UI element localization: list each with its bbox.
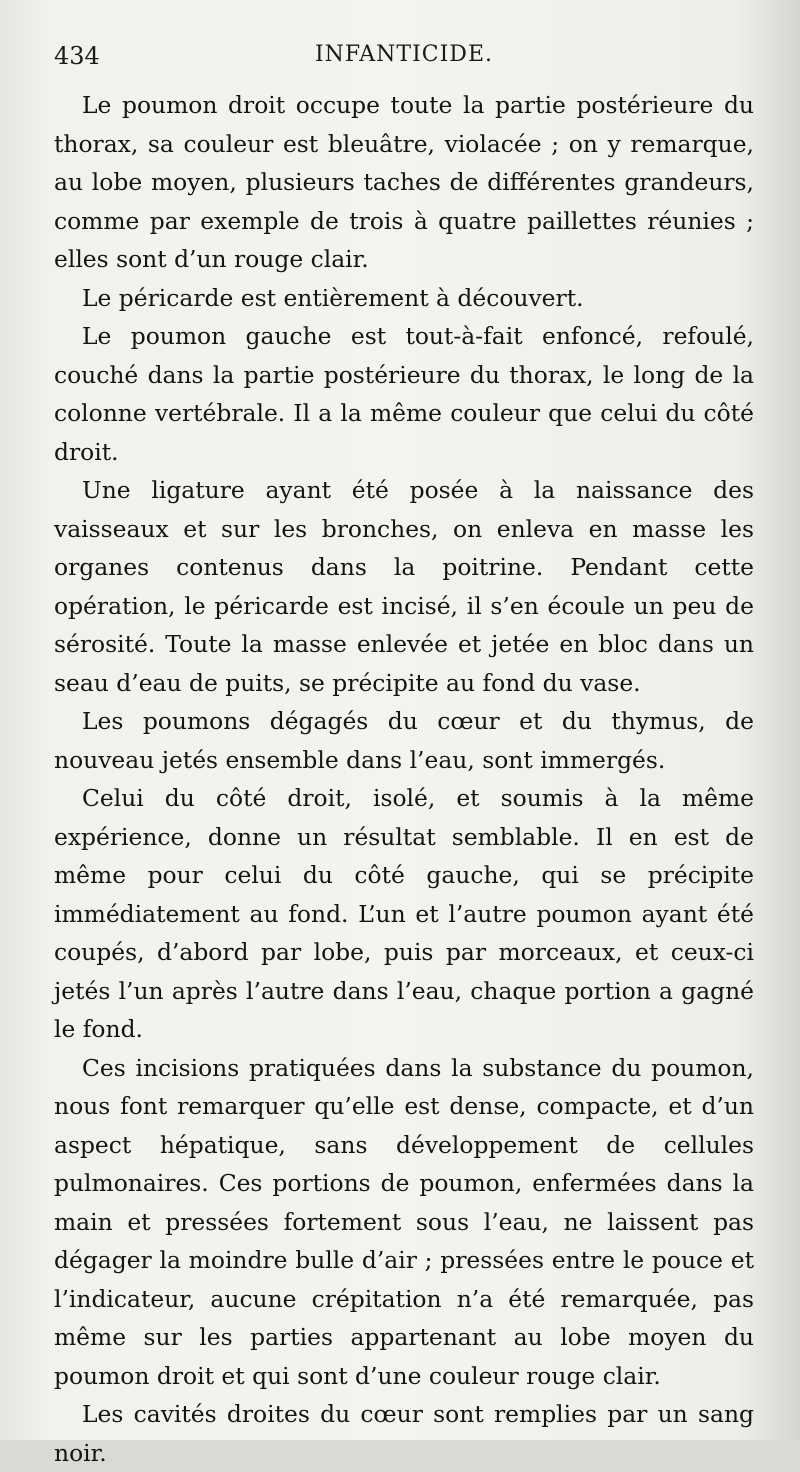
- page-number: 434: [54, 42, 100, 70]
- page-header: [54, 42, 754, 78]
- bleed-through-shadow: [440, 1402, 700, 1432]
- paragraph: Celui du côté droit, isolé, et soumis à la même expérience, donne un résultat semblable. Il en est de même pour celui du côté gauche, qui se précipite immédiatement au fond. L’un et l’autre poumon ayant été coupés, d’abord par lobe, puis par morceaux, et ceux-ci jetés l’un après l’autre dans l’eau, chaque portion a gagné le fond.: [54, 784, 754, 1043]
- paragraph: Les poumons dégagés du cœur et du thymus, de nouveau jetés ensemble dans l’eau, sont immergés.: [54, 707, 754, 774]
- paragraph: Une ligature ayant été posée à la naissance des vaisseaux et sur les bronches, on enleva en masse les organes contenus dans la poitrine. Pendant cette opération, le péricarde est incisé, il s’en écoule un peu de sérosité. Toute la masse enlevée et jetée en bloc dans un seau d’eau de puits, se précipite au fond du vase.: [54, 476, 754, 697]
- running-title: INFANTICIDE.: [314, 42, 493, 67]
- paragraph: Les cavités droites du cœur sont remplies par un sang noir.: [54, 1400, 754, 1467]
- paragraph: Le poumon gauche est tout-à-fait enfoncé, refoulé, couché dans la partie postérieure du thorax, le long de la colonne vertébrale. Il a la même couleur que celui du côté droit.: [54, 322, 754, 466]
- paragraph: Le poumon droit occupe toute la partie postérieure du thorax, sa couleur est bleuâtre, violacée ; on y remarque, au lobe moyen, plusieurs taches de différentes grandeurs, comme par exemple de trois à quatre paillettes réunies ; elles sont d’un rouge clair.: [54, 91, 754, 273]
- paragraph: Le péricarde est entièrement à découvert.: [82, 283, 584, 312]
- paragraph: Ces incisions pratiquées dans la substance du poumon, nous font remarquer qu’elle est dense, compacte, et d’un aspect hépatique, sans développement de cellules pulmonaires. Ces portions de poumon, enfermées dans la main et pressées fortement sous l’eau, ne laissent pas dégager la moindre bulle d’air ; pressées entre le pouce et l’indicateur, aucune crépitation n’a été remarquée, pas même sur les parties appartenant au lobe moyen du poumon droit et qui sont d’une couleur rouge clair.: [54, 1053, 754, 1390]
- body-text: [54, 86, 754, 1472]
